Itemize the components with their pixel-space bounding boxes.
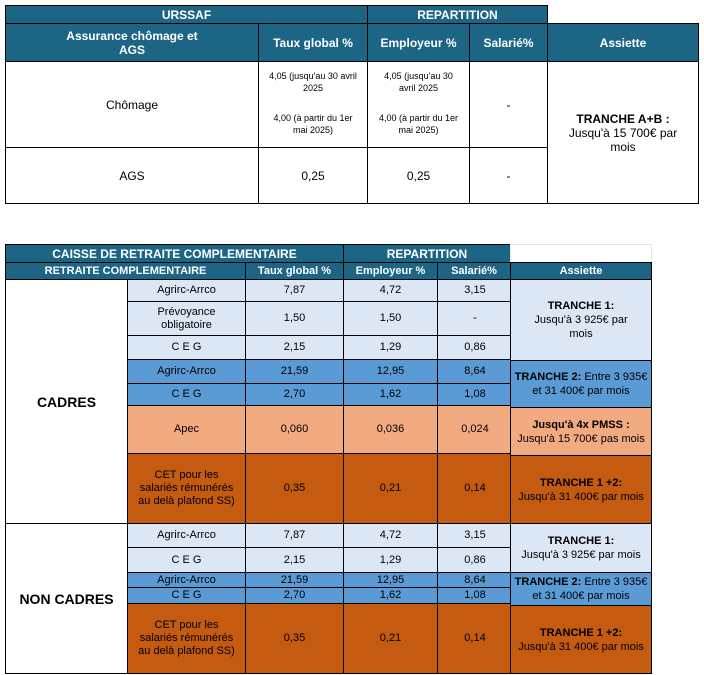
assiette-title: TRANCHE 1: — [547, 535, 615, 547]
row-name: Apec — [128, 406, 246, 454]
col-assiette: Assiette — [547, 23, 699, 62]
table-row — [128, 604, 513, 674]
cadres-label: CADRES — [5, 279, 128, 524]
col-taux-2: Taux global % — [245, 262, 344, 280]
col-assiette-2: Assiette — [510, 262, 652, 280]
row-taux: 2,15 — [246, 336, 344, 360]
assiette-text: Jusqu'à 3 925€ par mois — [534, 314, 628, 340]
row-ags-employeur: 0,25 — [367, 147, 470, 204]
non-cadres-label: NON CADRES — [5, 523, 128, 674]
row-taux: 7,87 — [246, 524, 344, 548]
assiette-text: Jusqu'à 3 925€ par mois — [521, 549, 641, 561]
taux-line-1: 4,05 (jusqu'au 30 avril 2025 — [269, 71, 357, 93]
row-name: Prévoyance obligatoire — [128, 302, 246, 336]
row-employeur: 4,72 — [344, 280, 438, 302]
cadres-assiette-tranche1 — [510, 279, 652, 361]
assiette-text: Jusqu'à 15 700€ pas mois — [517, 432, 645, 445]
table-row — [128, 302, 513, 336]
row-name: C E G — [128, 588, 246, 604]
col-label: Assurance chômage et AGS — [5, 23, 259, 62]
non-cadres-grid — [127, 523, 513, 674]
row-employeur: 1,62 — [344, 588, 438, 604]
table-row — [128, 573, 513, 588]
row-employeur: 12,95 — [344, 360, 438, 384]
row-taux: 2,70 — [246, 588, 344, 604]
table-row — [128, 280, 513, 302]
row-taux: 0,35 — [246, 604, 344, 674]
row-employeur: 0,21 — [344, 454, 438, 524]
row-name: CET pour les salariés rémunérés au delà plafond SS) — [128, 604, 246, 674]
row-taux: 0,35 — [246, 454, 344, 524]
row-taux: 7,87 — [246, 280, 344, 302]
header-empty — [510, 244, 652, 263]
non-cadres-assiette-cet — [510, 605, 652, 674]
cadres-assiette-apec — [510, 407, 652, 456]
row-name: Agrirc-Arrco — [128, 524, 246, 548]
row-taux: 21,59 — [246, 573, 344, 588]
table-row — [128, 588, 513, 604]
row-salarie: - — [438, 302, 513, 336]
row-salarie: 1,08 — [438, 588, 513, 604]
row-salarie: 8,64 — [438, 573, 513, 588]
header-caisse: CAISSE DE RETRAITE COMPLEMENTAIRE — [5, 244, 344, 263]
row-salarie: 3,15 — [438, 280, 513, 302]
row-employeur: 1,50 — [344, 302, 438, 336]
row-chomage-employeur — [367, 61, 470, 148]
table-row — [128, 336, 513, 360]
top-assiette — [547, 61, 699, 204]
col-employeur: Employeur % — [367, 23, 470, 62]
row-name: C E G — [128, 548, 246, 573]
table-row — [128, 384, 513, 406]
table-row — [128, 548, 513, 573]
assiette-text: et 31 400€ par mois — [532, 385, 630, 397]
row-name: Agrirc-Arrco — [128, 573, 246, 588]
employeur-line-1: 4,05 (jusqu'au 30 avril 2025 — [384, 71, 453, 93]
row-taux: 2,15 — [246, 548, 344, 573]
row-ags-label: AGS — [5, 147, 259, 204]
row-employeur: 1,62 — [344, 384, 438, 406]
assiette-title: Jusqu'à 4x PMSS : — [532, 418, 630, 431]
assiette-text: Jusqu'à 15 700€ par mois — [568, 125, 678, 154]
row-salarie: 0,14 — [438, 604, 513, 674]
row-name: CET pour les salariés rémunérés au delà plafond SS) — [128, 454, 246, 524]
row-salarie: 0,86 — [438, 336, 513, 360]
row-employeur: 1,29 — [344, 548, 438, 573]
header-urssaf: URSSAF — [5, 5, 368, 24]
row-chomage-label: Chômage — [5, 61, 259, 148]
header-repartition-2: REPARTITION — [343, 244, 511, 263]
row-name: Agrirc-Arrco — [128, 280, 246, 302]
row-salarie: 0,86 — [438, 548, 513, 573]
row-employeur: 0,036 — [344, 406, 438, 454]
cadres-assiette-cet — [510, 455, 652, 524]
row-employeur: 12,95 — [344, 573, 438, 588]
row-chomage-taux — [258, 61, 368, 148]
non-cadres-assiette-tranche2 — [510, 572, 652, 606]
col-salarie-2: Salarié% — [437, 262, 511, 280]
table-row — [128, 360, 513, 384]
row-chomage-salarie: - — [469, 61, 548, 148]
table-row — [128, 406, 513, 454]
row-taux: 1,50 — [246, 302, 344, 336]
row-ags-taux: 0,25 — [258, 147, 368, 204]
row-salarie: 0,14 — [438, 454, 513, 524]
row-ags-salarie: - — [469, 147, 548, 204]
header-repartition: REPARTITION — [367, 5, 548, 24]
employeur-line-2: 4,00 (à partir du 1er mai 2025) — [378, 113, 459, 135]
row-employeur: 4,72 — [344, 524, 438, 548]
row-salarie: 1,08 — [438, 384, 513, 406]
table-row — [128, 454, 513, 524]
non-cadres-assiette-tranche1 — [510, 523, 652, 573]
assiette-title: TRANCHE 1 +2: — [539, 626, 623, 639]
row-taux: 2,70 — [246, 384, 344, 406]
assiette-text: Jusqu'à 31 400€ par mois — [518, 490, 644, 503]
col-employeur-2: Employeur % — [343, 262, 438, 280]
row-salarie: 8,64 — [438, 360, 513, 384]
assiette-text: et 31 400€ par mois — [532, 590, 630, 602]
row-name: Agrirc-Arrco — [128, 360, 246, 384]
table-row — [128, 524, 513, 548]
col-salarie: Salarié% — [469, 23, 548, 62]
assiette-title: TRANCHE A+B : — [576, 111, 670, 126]
row-taux: 0,060 — [246, 406, 344, 454]
assiette-title: TRANCHE 2: — [514, 576, 582, 588]
row-taux: 21,59 — [246, 360, 344, 384]
row-employeur: 0,21 — [344, 604, 438, 674]
col-taux: Taux global % — [258, 23, 368, 62]
assiette-title: TRANCHE 2: — [514, 371, 582, 383]
row-salarie: 3,15 — [438, 524, 513, 548]
row-name: C E G — [128, 384, 246, 406]
assiette-title: TRANCHE 1 +2: — [539, 476, 623, 489]
assiette-inline: Entre 3 935€ — [584, 371, 648, 383]
col-label-2: RETRAITE COMPLEMENTAIRE — [5, 262, 246, 280]
cadres-assiette-tranche2 — [510, 360, 652, 408]
cadres-grid — [127, 279, 513, 524]
assiette-inline: Entre 3 935€ — [584, 576, 648, 588]
row-salarie: 0,024 — [438, 406, 513, 454]
assiette-title: TRANCHE 1: — [547, 300, 615, 312]
assiette-text: Jusqu'à 31 400€ par mois — [518, 640, 644, 653]
taux-line-2: 4,00 (à partir du 1er mai 2025) — [273, 113, 353, 135]
row-employeur: 1,29 — [344, 336, 438, 360]
row-name: C E G — [128, 336, 246, 360]
